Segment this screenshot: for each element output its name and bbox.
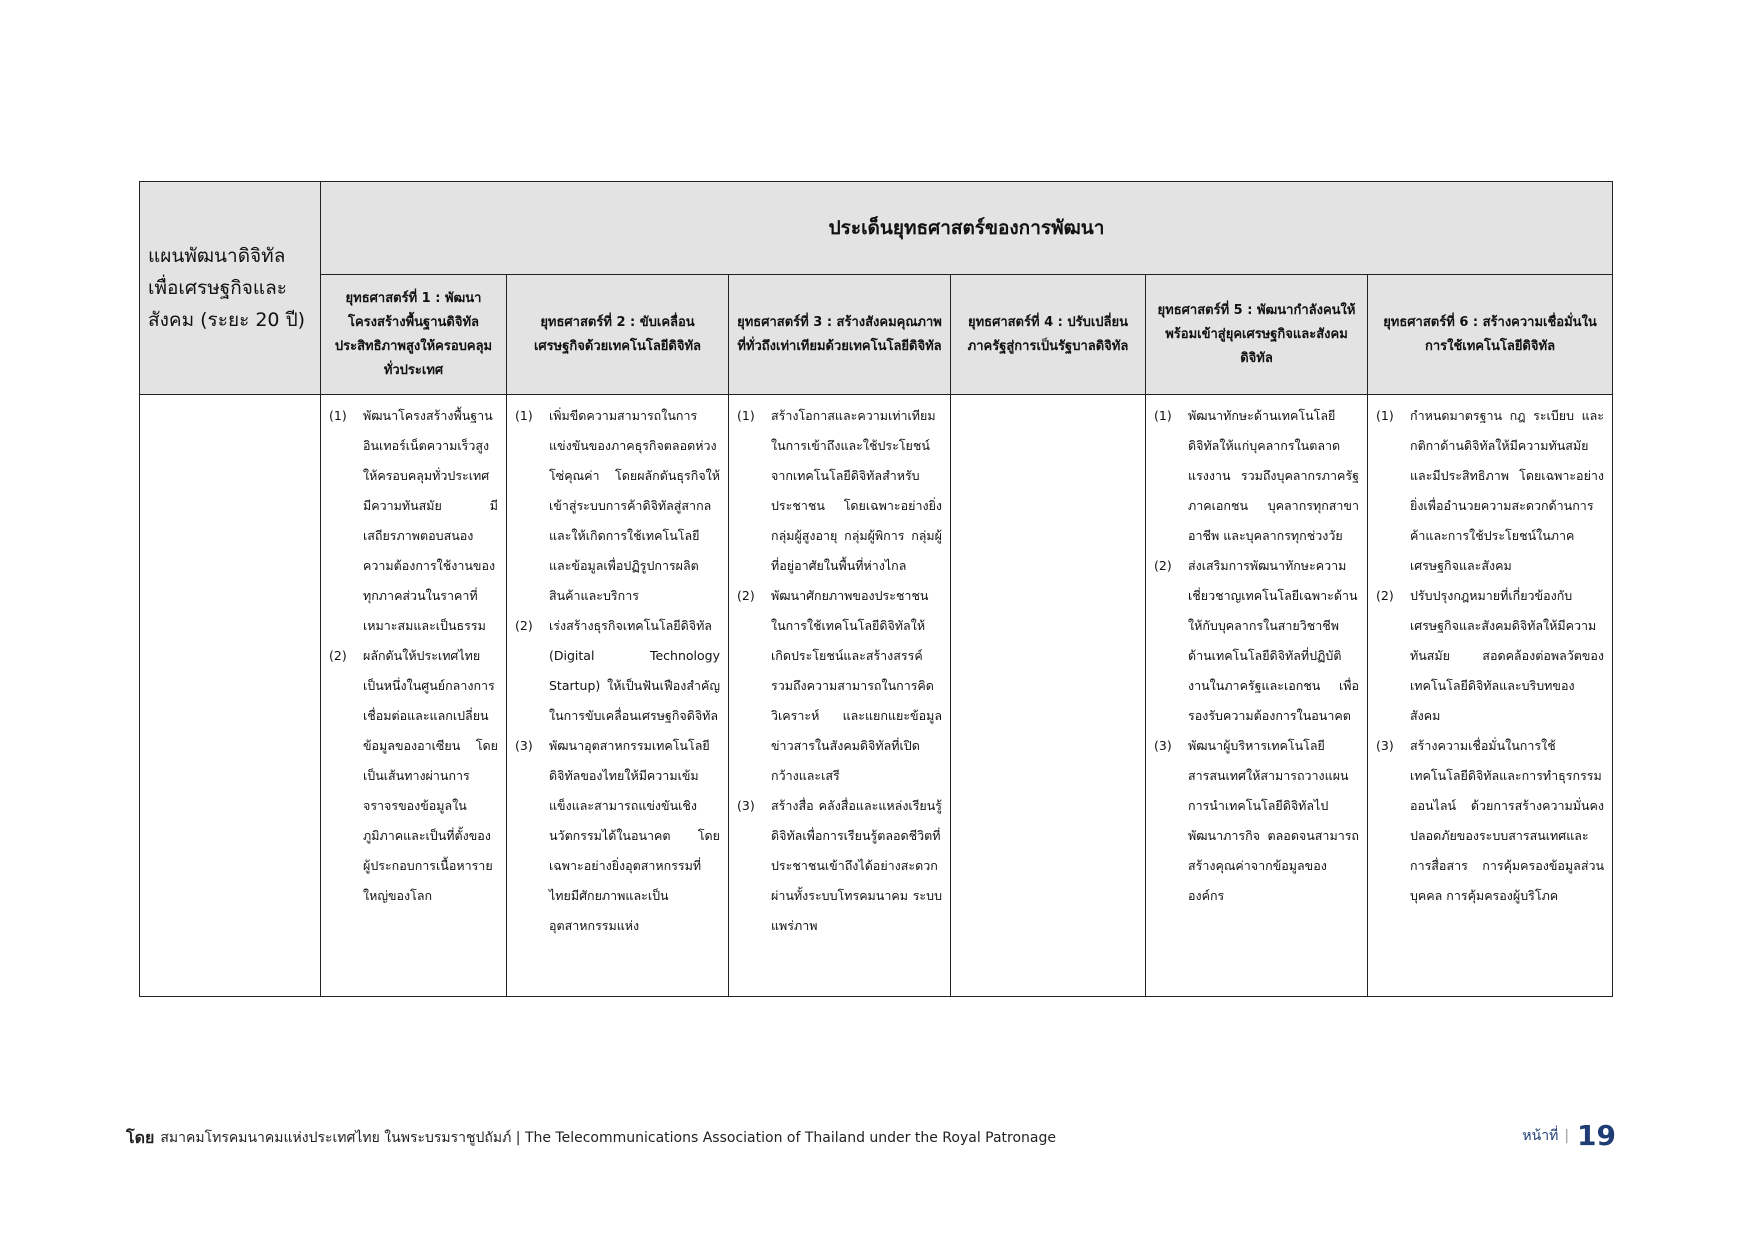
item-text: ผลักดันให้ประเทศไทยเป็นหนึ่งในศูนย์กลางการเชื่อมต่อและแลกเปลี่ยนข้อมูลของอาเซียน โดยเป็นเส้นทางผ่านการจราจรของข้อมูลในภูมิภาคและเป็นที่ตั้งของผู้ประกอบการเนื้อหารายใหญ่ของโลก bbox=[363, 648, 498, 903]
strategy-5-header: ยุทธศาสตร์ที่ 5 : พัฒนากำลังคนให้พร้อมเข้าสู่ยุคเศรษฐกิจและสังคมดิจิทัล bbox=[1146, 275, 1368, 395]
page-number-block bbox=[1522, 1119, 1616, 1152]
item-number: (3) bbox=[737, 798, 755, 813]
list-item bbox=[329, 401, 498, 641]
item-text: สร้างความเชื่อมั่นในการใช้เทคโนโลยีดิจิทัลและการทำธุรกรรมออนไลน์ ด้วยการสร้างความมั่นคงปลอดภัยของระบบสารสนเทศและการสื่อสาร การคุ้มครองข้อมูลส่วนบุคคล การคุ้มครองผู้บริโภค bbox=[1410, 738, 1605, 903]
item-text: เพิ่มขีดความสามารถในการแข่งขันของภาคธุรกิจตลอดห่วงโซ่คุณค่า โดยผลักดันธุรกิจให้เข้าสู่ระบบการค้าดิจิทัลสู่สากล และให้เกิดการใช้เทคโนโลยีและข้อมูลเพื่อปฏิรูปการผลิตสินค้าและบริการ bbox=[549, 408, 720, 603]
list-item bbox=[737, 401, 942, 581]
list-item bbox=[515, 731, 720, 941]
list-item bbox=[1154, 731, 1359, 911]
item-number: (3) bbox=[1154, 738, 1172, 753]
list-item bbox=[515, 611, 720, 731]
page-footer bbox=[126, 1119, 1616, 1153]
footer-by: โดย bbox=[126, 1127, 155, 1147]
strategy-6-items bbox=[1368, 395, 1613, 997]
item-text: เร่งสร้างธุรกิจเทคโนโลยีดิจิทัล (Digital Technology Startup) ให้เป็นฟันเฟืองสำคัญในการขับเคลื่อนเศรษฐกิจดิจิทัล bbox=[549, 618, 720, 723]
item-number: (1) bbox=[515, 408, 533, 423]
list-item bbox=[329, 641, 498, 911]
item-text: พัฒนาโครงสร้างพื้นฐานอินเทอร์เน็ตความเร็วสูงให้ครอบคลุมทั่วประเทศ มีความทันสมัย มีเสถียรภาพตอบสนองความต้องการใช้งานของทุกภาคส่วนในราคาที่เหมาะสมและเป็นธรรม bbox=[363, 408, 498, 633]
strategy-6-header: ยุทธศาสตร์ที่ 6 : สร้างความเชื่อมั่นในการใช้เทคโนโลยีดิจิทัล bbox=[1368, 275, 1613, 395]
list-item bbox=[1154, 551, 1359, 731]
strategy-2-items bbox=[507, 395, 729, 997]
item-number: (3) bbox=[1376, 738, 1394, 753]
item-number: (2) bbox=[1376, 588, 1394, 603]
item-text: ปรับปรุงกฎหมายที่เกี่ยวข้องกับเศรษฐกิจและสังคมดิจิทัลให้มีความทันสมัย สอดคล้องต่อพลวัตของเทคโนโลยีดิจิทัลและบริบทของสังคม bbox=[1410, 588, 1605, 723]
plan-header-cell bbox=[140, 182, 321, 395]
strategy-2-header: ยุทธศาสตร์ที่ 2 : ขับเคลื่อนเศรษฐกิจด้วยเทคโนโลยีดิจิทัล bbox=[507, 275, 729, 395]
item-number: (2) bbox=[1154, 558, 1172, 573]
plan-header-text: แผนพัฒนาดิจิทัลเพื่อเศรษฐกิจและสังคม (ระยะ 20 ปี) bbox=[148, 245, 306, 331]
item-text: พัฒนาอุตสาหกรรมเทคโนโลยีดิจิทัลของไทยให้มีความเข้มแข็งและสามารถแข่งขันเชิงนวัตกรรมได้ในอนาคต โดยเฉพาะอย่างยิ่งอุตสาหกรรมที่ไทยมีศักยภาพและเป็นอุตสาหกรรมแห่ง bbox=[549, 738, 720, 933]
item-number: (1) bbox=[329, 408, 347, 423]
strategy-issues-title-text: ประเด็นยุทธศาสตร์ของการพัฒนา bbox=[828, 217, 1105, 239]
list-item bbox=[515, 401, 720, 611]
strategy-table-container bbox=[139, 181, 1612, 997]
item-number: (3) bbox=[515, 738, 533, 753]
item-text: สร้างโอกาสและความเท่าเทียมในการเข้าถึงและใช้ประโยชน์จากเทคโนโลยีดิจิทัลสำหรับประชาชน โดยเฉพาะอย่างยิ่งกลุ่มผู้สูงอายุ กลุ่มผู้พิการ กลุ่มผู้ที่อยู่อาศัยในพื้นที่ห่างไกล bbox=[771, 408, 942, 573]
item-number: (1) bbox=[737, 408, 755, 423]
page-separator: | bbox=[1564, 1127, 1570, 1144]
strategy-3-header: ยุทธศาสตร์ที่ 3 : สร้างสังคมคุณภาพที่ทั่วถึงเท่าเทียมด้วยเทคโนโลยีดิจิทัล bbox=[729, 275, 951, 395]
list-item bbox=[1376, 731, 1604, 911]
strategy-issues-title bbox=[321, 182, 1613, 275]
item-text: พัฒนาทักษะด้านเทคโนโลยีดิจิทัลให้แก่บุคลากรในตลาดแรงงาน รวมถึงบุคลากรภาครัฐ ภาคเอกชน บุคลากรทุกสาขาอาชีพ และบุคลากรทุกช่วงวัย bbox=[1188, 408, 1359, 543]
list-item bbox=[737, 791, 942, 941]
item-text: พัฒนาศักยภาพของประชาชนในการใช้เทคโนโลยีดิจิทัลให้เกิดประโยชน์และสร้างสรรค์ รวมถึงความสามารถในการคิดวิเคราะห์ และแยกแยะข้อมูลข่าวสารในสังคมดิจิทัลที่เปิดกว้างและเสรี bbox=[771, 588, 942, 783]
item-number: (2) bbox=[515, 618, 533, 633]
strategy-4-header: ยุทธศาสตร์ที่ 4 : ปรับเปลี่ยนภาครัฐสู่การเป็นรัฐบาลดิจิทัล bbox=[951, 275, 1146, 395]
empty-plan-cell bbox=[140, 395, 321, 997]
item-number: (1) bbox=[1376, 408, 1394, 423]
page-label: หน้าที่ bbox=[1522, 1127, 1559, 1144]
strategy-4-items bbox=[951, 395, 1146, 997]
item-text: ส่งเสริมการพัฒนาทักษะความเชี่ยวชาญเทคโนโลยีเฉพาะด้าน ให้กับบุคลากรในสายวิชาชีพด้านเทคโนโลยีดิจิทัลที่ปฏิบัติงานในภาครัฐและเอกชน เพื่อรองรับความต้องการในอนาคต bbox=[1188, 558, 1359, 723]
list-item bbox=[1154, 401, 1359, 551]
strategy-table bbox=[139, 181, 1613, 997]
list-item bbox=[737, 581, 942, 791]
strategy-5-items bbox=[1146, 395, 1368, 997]
list-item bbox=[1376, 401, 1604, 581]
item-number: (1) bbox=[1154, 408, 1172, 423]
page-number: 19 bbox=[1577, 1119, 1616, 1152]
list-item bbox=[1376, 581, 1604, 731]
item-number: (2) bbox=[329, 648, 347, 663]
footer-text: สมาคมโทรคมนาคมแห่งประเทศไทย ในพระบรมราชูปถัมภ์ | The Telecommunications Association of Thailand under the Royal Patronage bbox=[160, 1130, 1057, 1146]
item-text: สร้างสื่อ คลังสื่อและแหล่งเรียนรู้ดิจิทัลเพื่อการเรียนรู้ตลอดชีวิตที่ประชาชนเข้าถึงได้อย่างสะดวก ผ่านทั้งระบบโทรคมนาคม ระบบแพร่ภาพ bbox=[771, 798, 942, 933]
item-text: กำหนดมาตรฐาน กฎ ระเบียบ และกติกาด้านดิจิทัลให้มีความทันสมัยและมีประสิทธิภาพ โดยเฉพาะอย่างยิ่งเพื่ออำนวยความสะดวกด้านการค้าและการใช้ประโยชน์ในภาคเศรษฐกิจและสังคม bbox=[1410, 408, 1605, 573]
item-text: พัฒนาผู้บริหารเทคโนโลยีสารสนเทศให้สามารถวางแผนการนำเทคโนโลยีดิจิทัลไปพัฒนาภารกิจ ตลอดจนสามารถสร้างคุณค่าจากข้อมูลขององค์กร bbox=[1188, 738, 1359, 903]
strategy-3-items bbox=[729, 395, 951, 997]
strategy-1-header: ยุทธศาสตร์ที่ 1 : พัฒนาโครงสร้างพื้นฐานดิจิทัลประสิทธิภาพสูงให้ครอบคลุมทั่วประเทศ bbox=[321, 275, 507, 395]
item-number: (2) bbox=[737, 588, 755, 603]
strategy-1-items bbox=[321, 395, 507, 997]
